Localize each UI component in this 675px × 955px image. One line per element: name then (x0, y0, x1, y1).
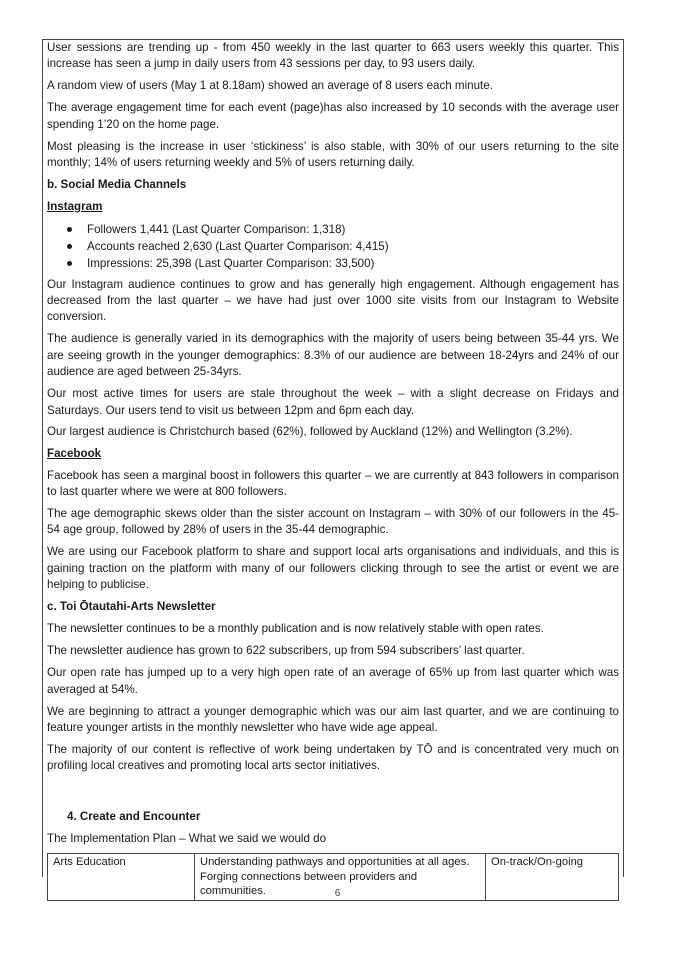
list-item: Followers 1,441 (Last Quarter Comparison: 1,318) (47, 221, 619, 238)
instagram-active-times-paragraph: Our most active times for users are stale throughout the week – with a slight decrease on Fridays and Saturdays. Our users tend to visit us between 12pm and 6pm each day. (47, 387, 619, 417)
implementation-plan-intro: The Implementation Plan – What we said we would do (47, 832, 327, 846)
facebook-demographics-paragraph: The age demographic skews older than the sister account on Instagram – with 30% of our followers in the 45-54 age group, followed by 28% of users in the 35-44 demographic. (47, 507, 619, 537)
newsletter-demographic-paragraph: We are beginning to attract a younger demographic which was our aim last quarter, and we are continuing to feature younger artists in the monthly newsletter who have wide age appeal. (47, 704, 619, 734)
instagram-engagement-paragraph: Our Instagram audience continues to grow and has generally high engagement. Although engagement has decreased from the last quarter – we have had just over 1000 site visits from our Instagram to Website conversion. (47, 277, 619, 324)
facebook-followers-paragraph: Facebook has seen a marginal boost in followers this quarter – we are currently at 843 followers in comparison to last quarter where we were at 800 followers. (47, 468, 619, 499)
newsletter-frequency-paragraph: The newsletter continues to be a monthly publication and is now relatively stable with open rates. (47, 622, 544, 636)
list-item: Accounts reached 2,630 (Last Quarter Comparison: 4,415) (47, 238, 619, 255)
instagram-location-paragraph: Our largest audience is Christchurch based (62%), followed by Auckland (12%) and Wellington (3.2%). (47, 425, 573, 439)
instagram-heading: Instagram (47, 200, 103, 214)
newsletter-subscribers-paragraph: The newsletter audience has grown to 622 subscribers, up from 594 subscribers’ last quarter. (47, 644, 525, 658)
description-line: Forging connections between providers and communities. (200, 870, 418, 898)
engagement-time-paragraph: The average engagement time for each event (page)has also increased by 10 seconds with the average user spending 1’20 on the home page. (47, 101, 619, 131)
facebook-heading: Facebook (47, 447, 102, 461)
table-cell-status: On-track/On-going (486, 854, 619, 901)
section-4-heading: 4. Create and Encounter (67, 809, 201, 823)
table-cell-area: Arts Education (48, 854, 195, 901)
stickiness-paragraph: Most pleasing is the increase in user ‘stickiness’ is also stable, with 30% of our users returning to the site monthly; 14% of users returning weekly and 5% of users returning daily. (47, 139, 619, 169)
newsletter-heading: c. Toi Ōtautahi-Arts Newsletter (47, 600, 216, 614)
description-line: Understanding pathways and opportunities at all ages. (200, 856, 470, 869)
list-item: Impressions: 25,398 (Last Quarter Comparison: 33,500) (47, 255, 619, 272)
newsletter-content-paragraph: The majority of our content is reflective of work being undertaken by TŌ and is concentrated very much on profiling local creatives and promoting local arts sector initiatives. (47, 742, 619, 773)
page-content (47, 40, 619, 901)
newsletter-open-rate-paragraph: Our open rate has jumped up to a very high open rate of an average of 65% up from last quarter which was averaged at 54%. (47, 666, 619, 696)
website-sessions-paragraph: User sessions are trending up - from 450 weekly in the last quarter to 663 users weekly this quarter. This increase has seen a jump in daily users from 43 sessions per day, to 93 users daily. (47, 41, 619, 71)
facebook-usage-paragraph: We are using our Facebook platform to share and support local arts organisations and individuals, and this is gaining traction on the platform with many of our followers clicking through to see the artist or event we are helping to publicise. (47, 545, 619, 592)
random-view-paragraph: A random view of users (May 1 at 8.18am) showed an average of 8 users each minute. (47, 79, 493, 93)
page-number: 6 (334, 888, 341, 899)
instagram-stats-list (47, 221, 619, 272)
social-media-heading: b. Social Media Channels (47, 177, 187, 191)
instagram-demographics-paragraph: The audience is generally varied in its demographics with the majority of users being between 35-44 yrs. We are seeing growth in the younger demographics: 8.3% of our audience are between 18-24yrs and 24% of our audience are aged between 25-34yrs. (47, 332, 619, 379)
